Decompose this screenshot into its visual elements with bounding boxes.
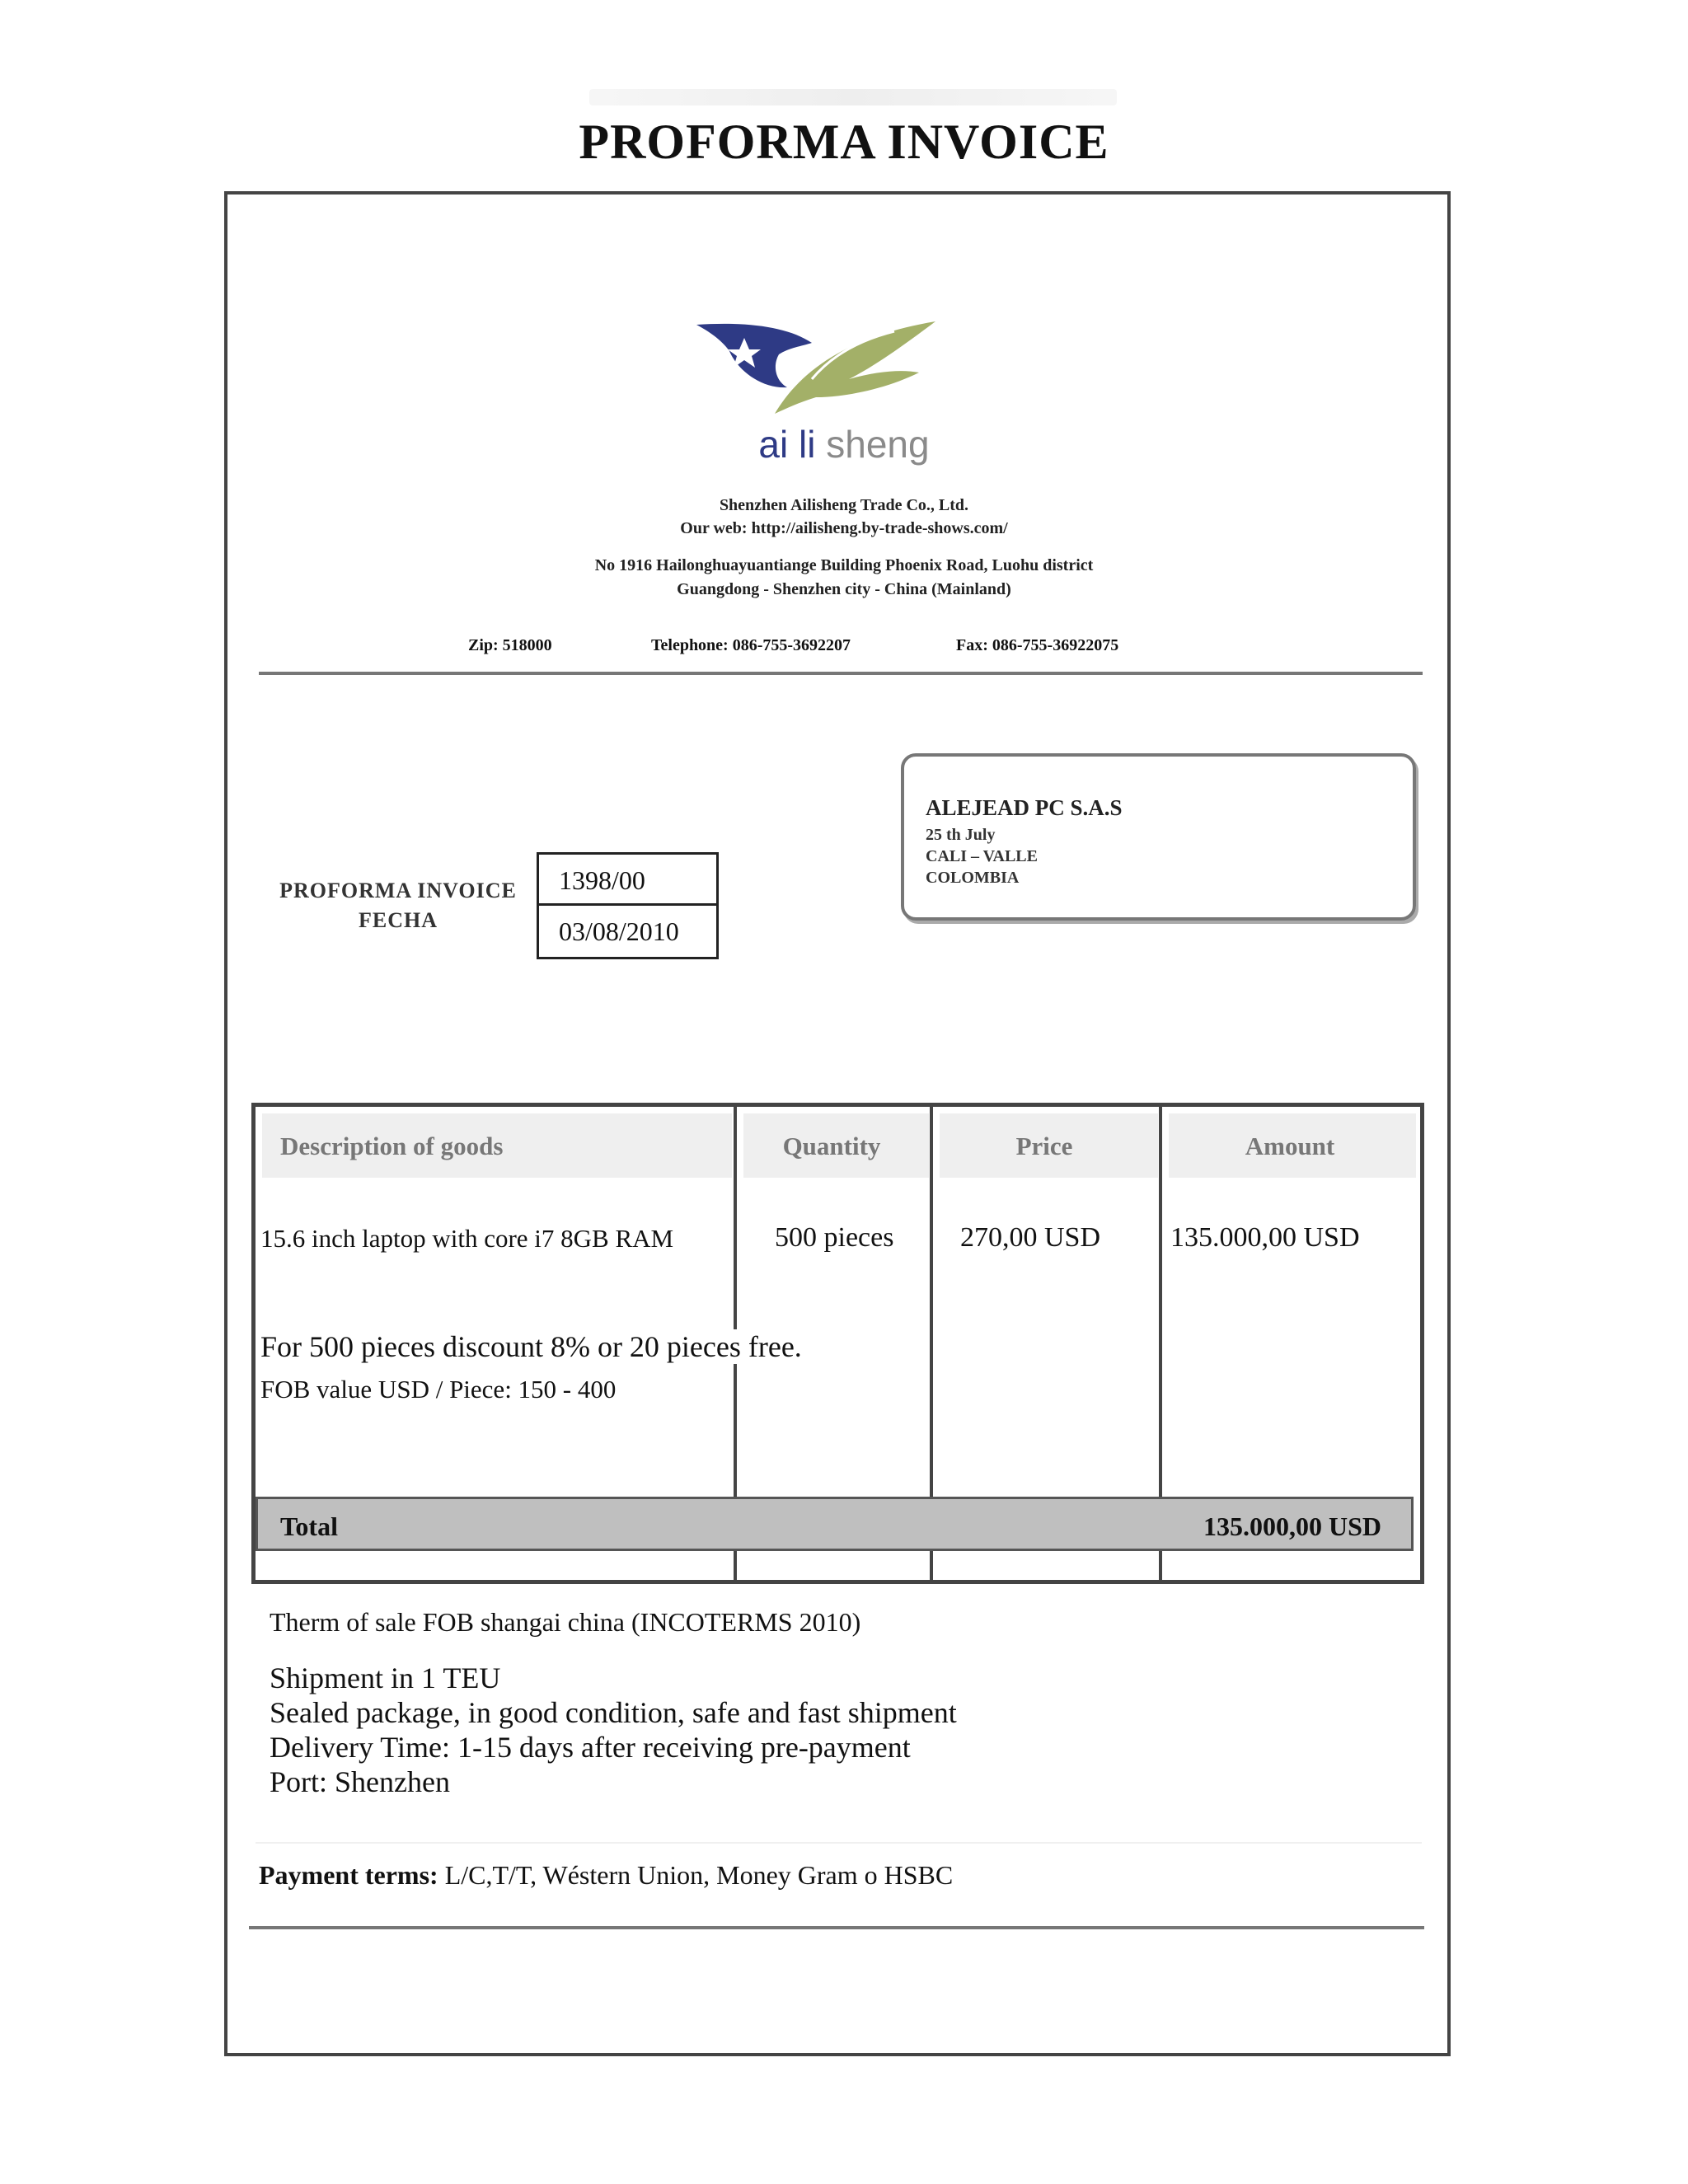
recipient-street: 25 th July: [926, 826, 996, 844]
fob-note: FOB value USD / Piece: 150 - 400: [260, 1375, 617, 1404]
faded-header-text: [589, 89, 1117, 105]
shipment-line: Shipment in 1 TEU: [270, 1661, 501, 1694]
faint-divider: [256, 1842, 1422, 1844]
row-amount: 135.000,00 USD: [1170, 1222, 1360, 1253]
row-description: 15.6 inch laptop with core i7 8GB RAM: [260, 1224, 674, 1253]
company-name: Shenzhen Ailisheng Trade Co., Ltd.: [719, 496, 969, 514]
payment-terms-value: L/C,T/T, Wéstern Union, Money Gram o HSBC: [438, 1860, 954, 1890]
company-telephone: Telephone: 086-755-3692207: [651, 636, 851, 654]
header-amount: Amount: [1245, 1132, 1335, 1160]
header-description: Description of goods: [280, 1132, 504, 1160]
package-line: Sealed package, in good condition, safe and fast shipment: [270, 1696, 957, 1729]
brand-part-2: sheng: [826, 423, 930, 466]
discount-note: For 500 pieces discount 8% or 20 pieces free.: [260, 1329, 807, 1364]
brand-part-1: ai li: [758, 423, 816, 466]
invoice-number-box: [537, 852, 719, 959]
invoice-date: 03/08/2010: [559, 916, 679, 946]
brand-name: [0, 422, 1688, 466]
bottom-divider: [249, 1926, 1424, 1929]
total-amount: 135.000,00 USD: [1203, 1511, 1382, 1541]
row-quantity: 500 pieces: [775, 1222, 894, 1253]
row-price: 270,00 USD: [960, 1222, 1101, 1253]
delivery-line: Delivery Time: 1-15 days after receiving pre-payment: [270, 1731, 911, 1764]
shipment-details: [270, 1661, 957, 1799]
recipient-city: CALI – VALLE: [926, 847, 1038, 865]
header-quantity: Quantity: [782, 1132, 881, 1160]
header-price: Price: [1015, 1132, 1073, 1160]
company-address-2: Guangdong - Shenzhen city - China (Mainland): [677, 580, 1011, 598]
company-logo-icon: [696, 321, 944, 420]
company-fax: Fax: 086-755-36922075: [956, 636, 1119, 654]
company-web: Our web: http://ailisheng.by-trade-shows.com/: [680, 519, 1008, 537]
fecha-label: FECHA: [359, 908, 438, 932]
payment-terms: [259, 1860, 953, 1891]
recipient-name: ALEJEAD PC S.A.S: [926, 795, 1123, 820]
total-label: Total: [280, 1511, 338, 1541]
recipient-country: COLOMBIA: [926, 869, 1020, 887]
header-divider: [259, 672, 1423, 675]
terms-of-sale: Therm of sale FOB shangai china (INCOTERMS 2010): [270, 1607, 861, 1637]
port-line: Port: Shenzhen: [270, 1765, 450, 1798]
recipient-details: [926, 824, 1038, 888]
invoice-number: 1398/00: [539, 855, 716, 906]
proforma-invoice-label: PROFORMA INVOICE: [279, 879, 517, 902]
payment-terms-label: Payment terms:: [259, 1860, 438, 1890]
document-title: PROFORMA INVOICE: [579, 115, 1109, 169]
company-zip: Zip: 518000: [468, 636, 552, 654]
company-address-1: No 1916 Hailonghuayuantiange Building Phoenix Road, Luohu district: [594, 556, 1094, 574]
invoice-labels: [270, 876, 526, 935]
